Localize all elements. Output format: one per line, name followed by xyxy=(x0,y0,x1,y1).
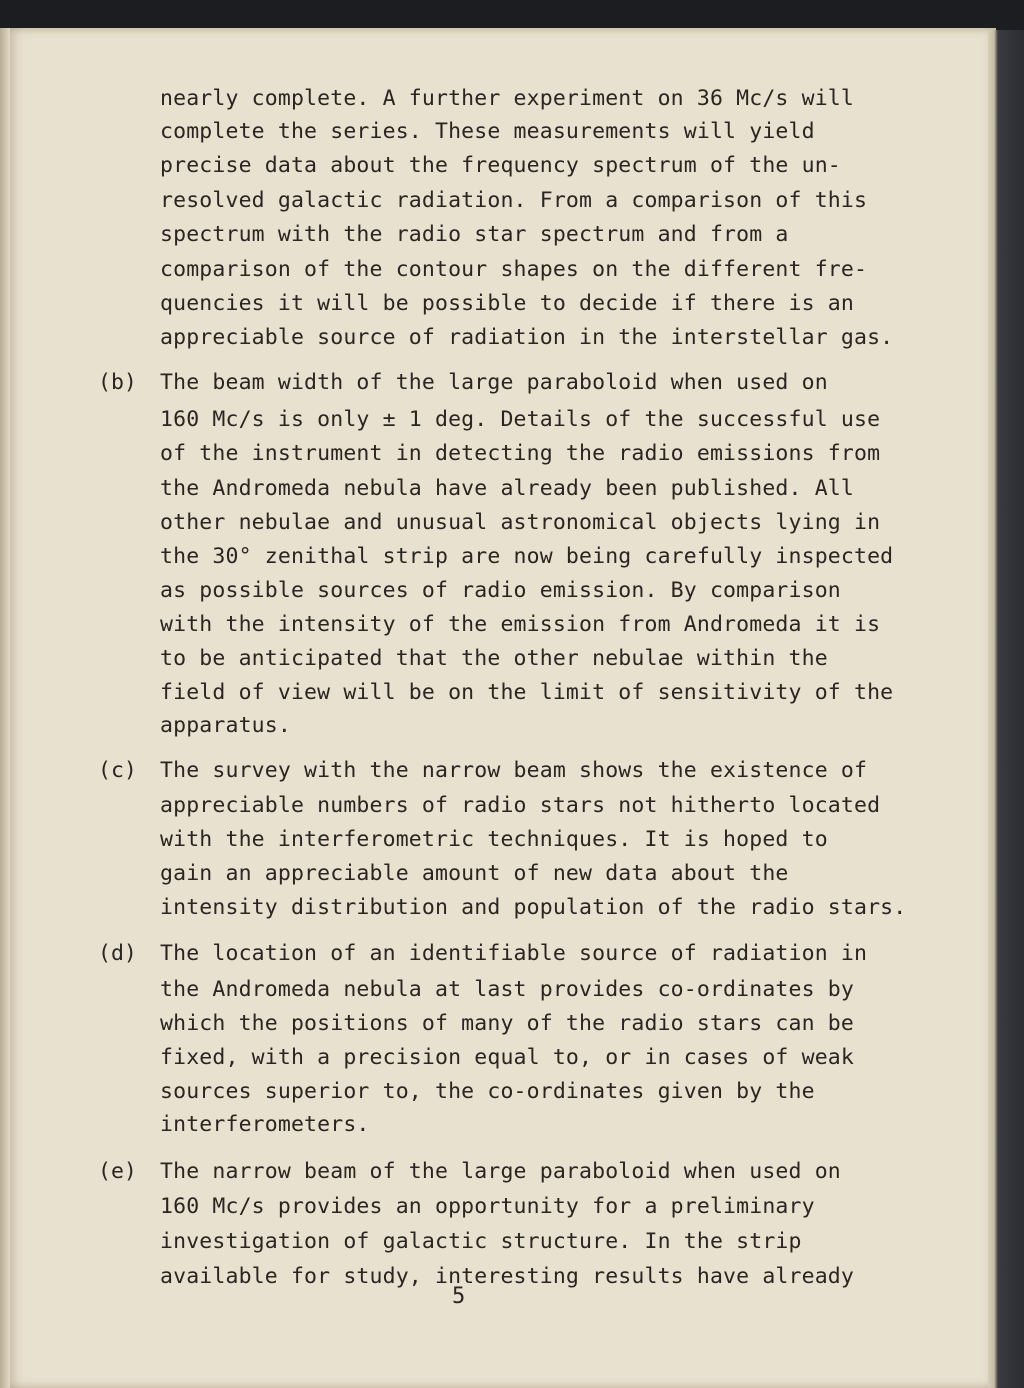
text-line: nearly complete. A further experiment on 36 Mc/s will xyxy=(160,86,854,111)
text-line: intensity distribution and population of the radio stars. xyxy=(160,895,907,920)
text-line: to be anticipated that the other nebulae within the xyxy=(160,646,828,671)
text-line: with the intensity of the emission from Andromeda it is xyxy=(160,612,881,637)
item-label-e: (e) xyxy=(98,1159,137,1184)
text-line: the Andromeda nebula at last provides co-ordinates by xyxy=(160,977,854,1002)
text-line: available for study, interesting results have already xyxy=(160,1264,854,1289)
text-line: sources superior to, the co-ordinates given by the xyxy=(160,1079,815,1104)
text-line: appreciable source of radiation in the interstellar gas. xyxy=(160,325,894,350)
text-line: of the instrument in detecting the radio emissions from xyxy=(160,441,881,466)
text-line: quencies it will be possible to decide if there is an xyxy=(160,291,854,316)
text-line: fixed, with a precision equal to, or in cases of weak xyxy=(160,1045,854,1070)
text-line: with the interferometric techniques. It is hoped to xyxy=(160,827,828,852)
text-line: as possible sources of radio emission. By comparison xyxy=(160,578,841,603)
text-line: field of view will be on the limit of sensitivity of the xyxy=(160,680,894,705)
text-line: the Andromeda nebula have already been published. All xyxy=(160,476,854,501)
text-line: the 30° zenithal strip are now being carefully inspected xyxy=(160,544,894,569)
text-line: appreciable numbers of radio stars not hitherto located xyxy=(160,793,881,818)
text-line: resolved galactic radiation. From a comparison of this xyxy=(160,188,868,213)
item-label-b: (b) xyxy=(98,370,137,395)
text-line: which the positions of many of the radio stars can be xyxy=(160,1011,854,1036)
item-label-d: (d) xyxy=(98,941,137,966)
text-line: gain an appreciable amount of new data about the xyxy=(160,861,789,886)
text-line: The survey with the narrow beam shows the existence of xyxy=(160,758,868,783)
item-label-c: (c) xyxy=(98,758,137,783)
text-line: other nebulae and unusual astronomical objects lying in xyxy=(160,510,881,535)
text-line: comparison of the contour shapes on the different fre- xyxy=(160,257,868,282)
text-line: 160 Mc/s is only ± 1 deg. Details of the successful use xyxy=(160,407,881,432)
text-line: The beam width of the large paraboloid when used on xyxy=(160,370,828,395)
page-number: 5 xyxy=(452,1284,466,1309)
text-line: The location of an identifiable source of radiation in xyxy=(160,941,868,966)
text-line: interferometers. xyxy=(160,1112,370,1137)
text-line: apparatus. xyxy=(160,713,291,738)
text-line: investigation of galactic structure. In the strip xyxy=(160,1229,802,1254)
text-line: spectrum with the radio star spectrum and from a xyxy=(160,222,789,247)
text-line: complete the series. These measurements will yield xyxy=(160,119,815,144)
text-line: precise data about the frequency spectrum of the un- xyxy=(160,153,841,178)
text-line: The narrow beam of the large paraboloid when used on xyxy=(160,1159,841,1184)
text-line: 160 Mc/s provides an opportunity for a preliminary xyxy=(160,1194,815,1219)
